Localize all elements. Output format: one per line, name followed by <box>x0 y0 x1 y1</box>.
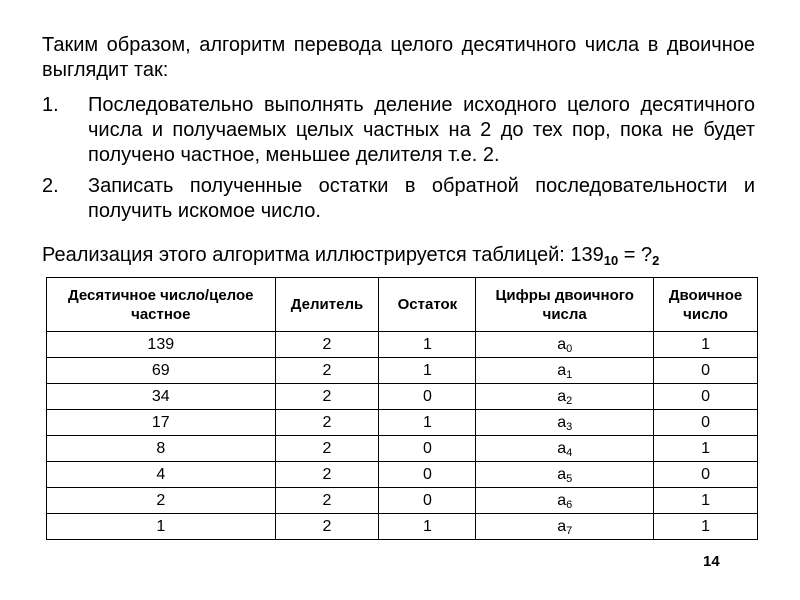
table-header-row <box>47 278 758 332</box>
header-divisor: Делитель <box>275 278 379 332</box>
digit-symbol: a <box>557 361 567 379</box>
cell-divisor: 2 <box>275 332 379 358</box>
cell-divisor: 2 <box>275 514 379 540</box>
conversion-table <box>46 277 758 540</box>
digit-index: 4 <box>566 446 573 459</box>
page-number: 14 <box>703 553 720 570</box>
cell-digit <box>476 358 654 384</box>
digit-index: 7 <box>566 524 573 537</box>
cell-decimal: 4 <box>47 462 276 488</box>
cell-digit <box>476 514 654 540</box>
digit-symbol: a <box>557 517 567 535</box>
cell-divisor: 2 <box>275 488 379 514</box>
cell-remainder: 0 <box>379 436 476 462</box>
cell-binary: 0 <box>654 384 758 410</box>
summary-equals: = ? <box>618 244 653 266</box>
cell-binary: 1 <box>654 332 758 358</box>
digit-symbol: a <box>557 387 567 405</box>
digit-index: 2 <box>566 394 573 407</box>
digit-symbol: a <box>557 491 567 509</box>
cell-digit <box>476 462 654 488</box>
cell-remainder: 0 <box>379 384 476 410</box>
step-text: Записать полученные остатки в обратной последовательности и получить искомое число. <box>88 175 755 222</box>
cell-decimal: 8 <box>47 436 276 462</box>
step-text: Последовательно выполнять деление исходного целого десятичного числа и получаемых целых частных на 2 до тех пор, пока не будет получено частное, меньшее делителя т.е. 2. <box>88 94 755 166</box>
cell-binary: 1 <box>654 514 758 540</box>
cell-digit <box>476 488 654 514</box>
cell-remainder: 1 <box>379 514 476 540</box>
table-row <box>47 514 758 540</box>
digit-index: 1 <box>566 368 573 381</box>
header-binary-number: Двоичное число <box>654 278 758 332</box>
step-number: 2. <box>42 175 59 197</box>
cell-decimal: 2 <box>47 488 276 514</box>
header-remainder: Остаток <box>379 278 476 332</box>
summary-line <box>42 243 659 268</box>
cell-remainder: 1 <box>379 410 476 436</box>
cell-remainder: 0 <box>379 462 476 488</box>
table-row <box>47 488 758 514</box>
cell-binary: 0 <box>654 410 758 436</box>
cell-remainder: 0 <box>379 488 476 514</box>
cell-binary: 1 <box>654 488 758 514</box>
cell-remainder: 1 <box>379 332 476 358</box>
cell-binary: 1 <box>654 436 758 462</box>
summary-text: Реализация этого алгоритма иллюстрируется таблицей: 139 <box>42 244 604 266</box>
cell-divisor: 2 <box>275 462 379 488</box>
digit-symbol: a <box>557 465 567 483</box>
digit-index: 5 <box>566 472 573 485</box>
cell-decimal: 34 <box>47 384 276 410</box>
algorithm-steps <box>42 93 755 230</box>
cell-digit <box>476 436 654 462</box>
digit-index: 0 <box>566 342 573 355</box>
cell-divisor: 2 <box>275 384 379 410</box>
digit-index: 6 <box>566 498 573 511</box>
table-row <box>47 436 758 462</box>
cell-digit <box>476 332 654 358</box>
cell-decimal: 1 <box>47 514 276 540</box>
cell-digit <box>476 384 654 410</box>
table-row <box>47 358 758 384</box>
step-number: 1. <box>42 94 59 116</box>
cell-decimal: 139 <box>47 332 276 358</box>
table-row <box>47 410 758 436</box>
digit-symbol: a <box>557 413 567 431</box>
table-row <box>47 462 758 488</box>
digit-symbol: a <box>557 335 567 353</box>
cell-divisor: 2 <box>275 358 379 384</box>
cell-divisor: 2 <box>275 436 379 462</box>
digit-symbol: a <box>557 439 567 457</box>
cell-binary: 0 <box>654 462 758 488</box>
header-binary-digits: Цифры двоичного числа <box>476 278 654 332</box>
base-to-subscript: 2 <box>652 253 660 268</box>
cell-digit <box>476 410 654 436</box>
cell-decimal: 17 <box>47 410 276 436</box>
algorithm-step <box>42 174 755 224</box>
cell-decimal: 69 <box>47 358 276 384</box>
cell-binary: 0 <box>654 358 758 384</box>
algorithm-step <box>42 93 755 168</box>
table-row <box>47 384 758 410</box>
cell-remainder: 1 <box>379 358 476 384</box>
header-decimal: Десятичное число/целое частное <box>47 278 276 332</box>
base-from-subscript: 10 <box>603 253 619 268</box>
cell-divisor: 2 <box>275 410 379 436</box>
table-row <box>47 332 758 358</box>
intro-paragraph: Таким образом, алгоритм перевода целого десятичного числа в двоичное выглядит так: <box>42 34 755 81</box>
digit-index: 3 <box>566 420 573 433</box>
